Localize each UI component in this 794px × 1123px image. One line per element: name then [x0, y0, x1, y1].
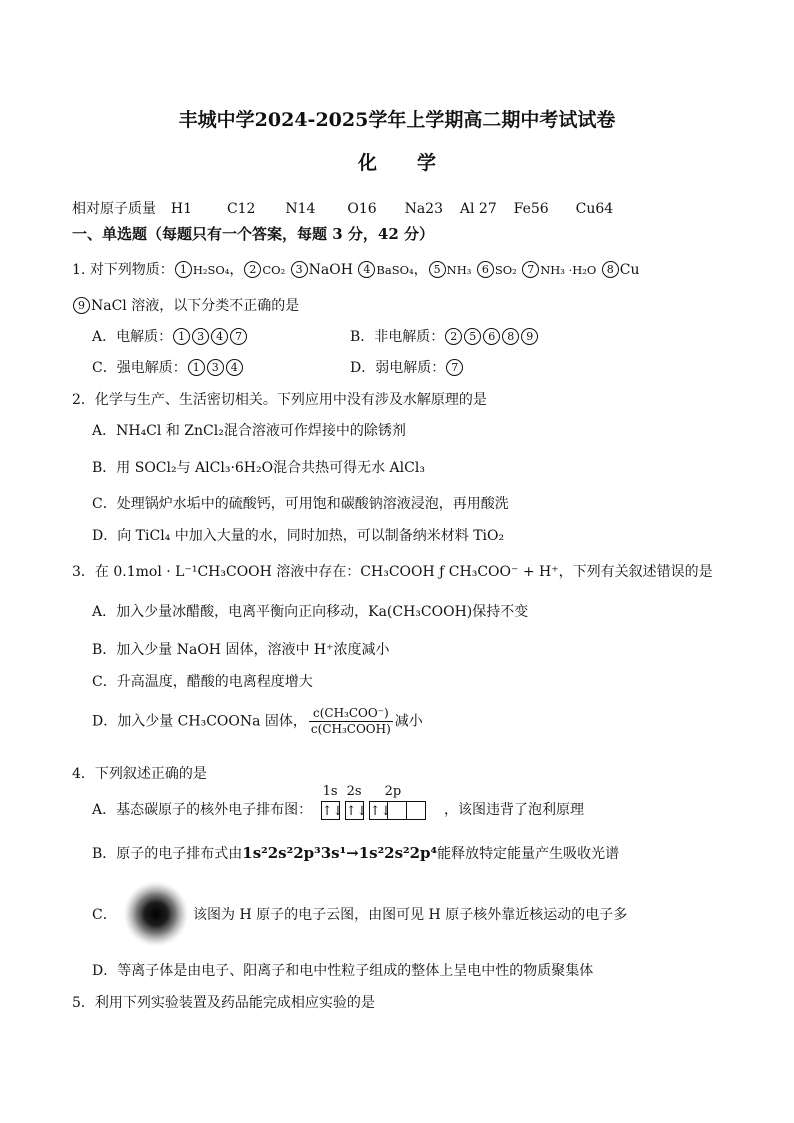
q1-sub-5: NH₃	[446, 263, 472, 277]
q1-stem-line2	[72, 296, 299, 316]
subject-char-1: 化	[357, 152, 377, 174]
q1-line2-text: NaCl 溶液，以下分类不正确的是	[91, 298, 300, 314]
q1-number: 1.	[72, 262, 86, 278]
q1-a-mark-3: 4	[211, 328, 228, 345]
q1-sub-7: NH₃ ·H₂O	[540, 263, 597, 277]
q4-option-a	[92, 784, 585, 820]
mass-h: H1	[170, 201, 193, 217]
exam-title: 丰城中学2024-2025学年上学期高二期中考试试卷	[178, 109, 616, 131]
q1-mark-5: 5	[429, 261, 446, 278]
mass-o: O16	[347, 201, 377, 217]
q1-b-mark-1: 2	[445, 328, 462, 345]
mass-al: Al 27	[459, 201, 497, 217]
mass-n: N14	[285, 201, 316, 217]
mass-na: Na23	[404, 201, 443, 217]
q3-stem: 3．在 0.1mol · L⁻¹CH₃COOH 溶液中存在：CH₃COOH ƒ CH₃COO⁻ + H⁺，下列有关叙述错误的是	[72, 564, 713, 580]
q2-option-c: C．处理锅炉水垢中的硫酸钙，可用饱和碳酸钠溶液浸泡，再用酸洗	[92, 496, 509, 512]
q3-option-a: A．加入少量冰醋酸，电离平衡向正向移动，Ka(CH₃COOH)保持不变	[92, 604, 529, 620]
orbital-box-2s: ↑↓	[345, 801, 364, 820]
section-heading: 一、单选题（每题只有一个答案，每题 3 分，42 分）	[72, 225, 434, 243]
q1-option-d-label: D．弱电解质：	[350, 360, 446, 376]
q1-option-a-label: A．电解质：	[92, 329, 173, 345]
q2-option-a: A．NH₄Cl 和 ZnCl₂混合溶液可作焊接中的除锈剂	[92, 423, 406, 439]
q4-option-b-suffix: 能释放特定能量产生吸收光谱	[437, 846, 620, 862]
q4-option-c-prefix: C．	[92, 907, 117, 923]
q2-option-d: D．向 TiCl₄ 中加入大量的水，同时加热，可以制备纳米材料 TiO₂	[92, 528, 505, 544]
q1-stem: 1. 对下列物质： 1 H₂SO₄， 2 CO₂ 3 NaOH 4 BaSO₄， 5 NH₃ 6 SO₂ 7 NH₃ ·H₂O 8 Cu	[72, 262, 640, 278]
q1-stem-prefix: 对下列物质：	[89, 262, 174, 278]
orbital-label-1s: 1s	[322, 784, 338, 799]
q1-sub-1: H₂SO₄	[192, 263, 230, 277]
q1-mark-4: 4	[358, 261, 375, 278]
q1-mark-3: 3	[291, 261, 308, 278]
q1-c-mark-1: 1	[188, 359, 205, 376]
q1-sub-4: BaSO₄	[376, 263, 414, 277]
q4-option-b-prefix: B．原子的电子排布式由	[92, 846, 243, 862]
electron-configuration: 1s²2s²2p³3s¹→1s²2s²2p⁴	[242, 844, 438, 862]
q1-mark-6: 6	[477, 261, 494, 278]
q3-option-c: C．升高温度，醋酸的电离程度增大	[92, 674, 313, 690]
q4-option-b	[92, 843, 619, 864]
mass-c: C12	[226, 201, 256, 217]
electron-cloud-graphic	[122, 880, 190, 948]
q4-option-a-prefix: A．基态碳原子的核外电子排布图：	[92, 802, 313, 818]
q3-option-d-suffix: 减小	[394, 713, 423, 730]
q1-a-mark-1: 1	[173, 328, 190, 345]
subject-char-2: 学	[417, 152, 437, 174]
orbital-label-2p: 2p	[384, 784, 402, 799]
orbital-diagram	[321, 784, 426, 820]
atomic-masses	[72, 199, 613, 219]
q1-c-mark-3: 4	[226, 359, 243, 376]
fraction-numerator: c(CH₃COO⁻)	[309, 706, 393, 722]
q1-sub-6: SO₂	[494, 263, 517, 277]
q1-mark-2: 2	[244, 261, 261, 278]
q1-mark-1: 1	[175, 261, 192, 278]
atomic-masses-label: 相对原子质量	[72, 201, 156, 217]
orbital-label-2s: 2s	[346, 784, 362, 799]
q1-sub-3: NaOH	[308, 262, 353, 278]
q4-stem: 4．下列叙述正确的是	[72, 766, 207, 782]
mass-fe: Fe56	[513, 201, 549, 217]
q5-stem: 5．利用下列实验装置及药品能完成相应实验的是	[72, 995, 375, 1011]
q3-option-d-prefix: D．加入少量 CH₃COONa 固体，	[92, 713, 307, 730]
orbital-box-2p-1: ↑↓	[369, 801, 388, 820]
electron-cloud-image	[122, 880, 190, 948]
q1-c-mark-2: 3	[207, 359, 224, 376]
q2-stem: 2．化学与生产、生活密切相关。下列应用中没有涉及水解原理的是	[72, 392, 487, 408]
mass-cu: Cu64	[575, 201, 614, 217]
orbital-box-2p-2	[388, 801, 407, 820]
fraction-denominator: c(CH₃COOH)	[310, 722, 391, 736]
q3-option-d	[92, 706, 423, 737]
q1-option-a	[92, 327, 248, 347]
q1-b-mark-4: 8	[502, 328, 519, 345]
orbital-box-1s: ↑↓	[321, 801, 340, 820]
q3-option-b: B．加入少量 NaOH 固体，溶液中 H⁺浓度减小	[92, 642, 390, 658]
q1-option-b	[350, 327, 539, 347]
q4-option-c	[92, 905, 117, 925]
q1-b-mark-3: 6	[483, 328, 500, 345]
q2-option-b: B．用 SOCl₂与 AlCl₃·6H₂O混合共热可得无水 AlCl₃	[92, 460, 425, 476]
q1-mark-8: 8	[602, 261, 619, 278]
q1-sub-8: Cu	[619, 262, 640, 278]
q1-option-d	[350, 358, 464, 378]
q4-option-d: D．等离子体是由电子、阳离子和电中性粒子组成的整体上呈电中性的物质聚集体	[92, 963, 594, 979]
q1-mark-9: 9	[73, 297, 90, 314]
q1-option-c-label: C．强电解质：	[92, 360, 187, 376]
subject-title	[0, 148, 794, 175]
orbital-box-2p-3	[407, 801, 426, 820]
q4-option-c-text: 该图为 H 原子的电子云图，由图可见 H 原子核外靠近核运动的电子多	[193, 907, 628, 923]
concentration-fraction	[309, 706, 393, 737]
q1-sub-2: CO₂	[262, 263, 286, 277]
q1-option-b-label: B．非电解质：	[350, 329, 445, 345]
q1-a-mark-4: 7	[230, 328, 247, 345]
q1-b-mark-2: 5	[464, 328, 481, 345]
q1-b-mark-5: 9	[521, 328, 538, 345]
q4-option-a-suffix: ，该图违背了泡利原理	[444, 802, 585, 818]
q1-mark-7: 7	[522, 261, 539, 278]
q1-a-mark-2: 3	[192, 328, 209, 345]
q1-option-c	[92, 358, 244, 378]
q1-d-mark-1: 7	[446, 359, 463, 376]
